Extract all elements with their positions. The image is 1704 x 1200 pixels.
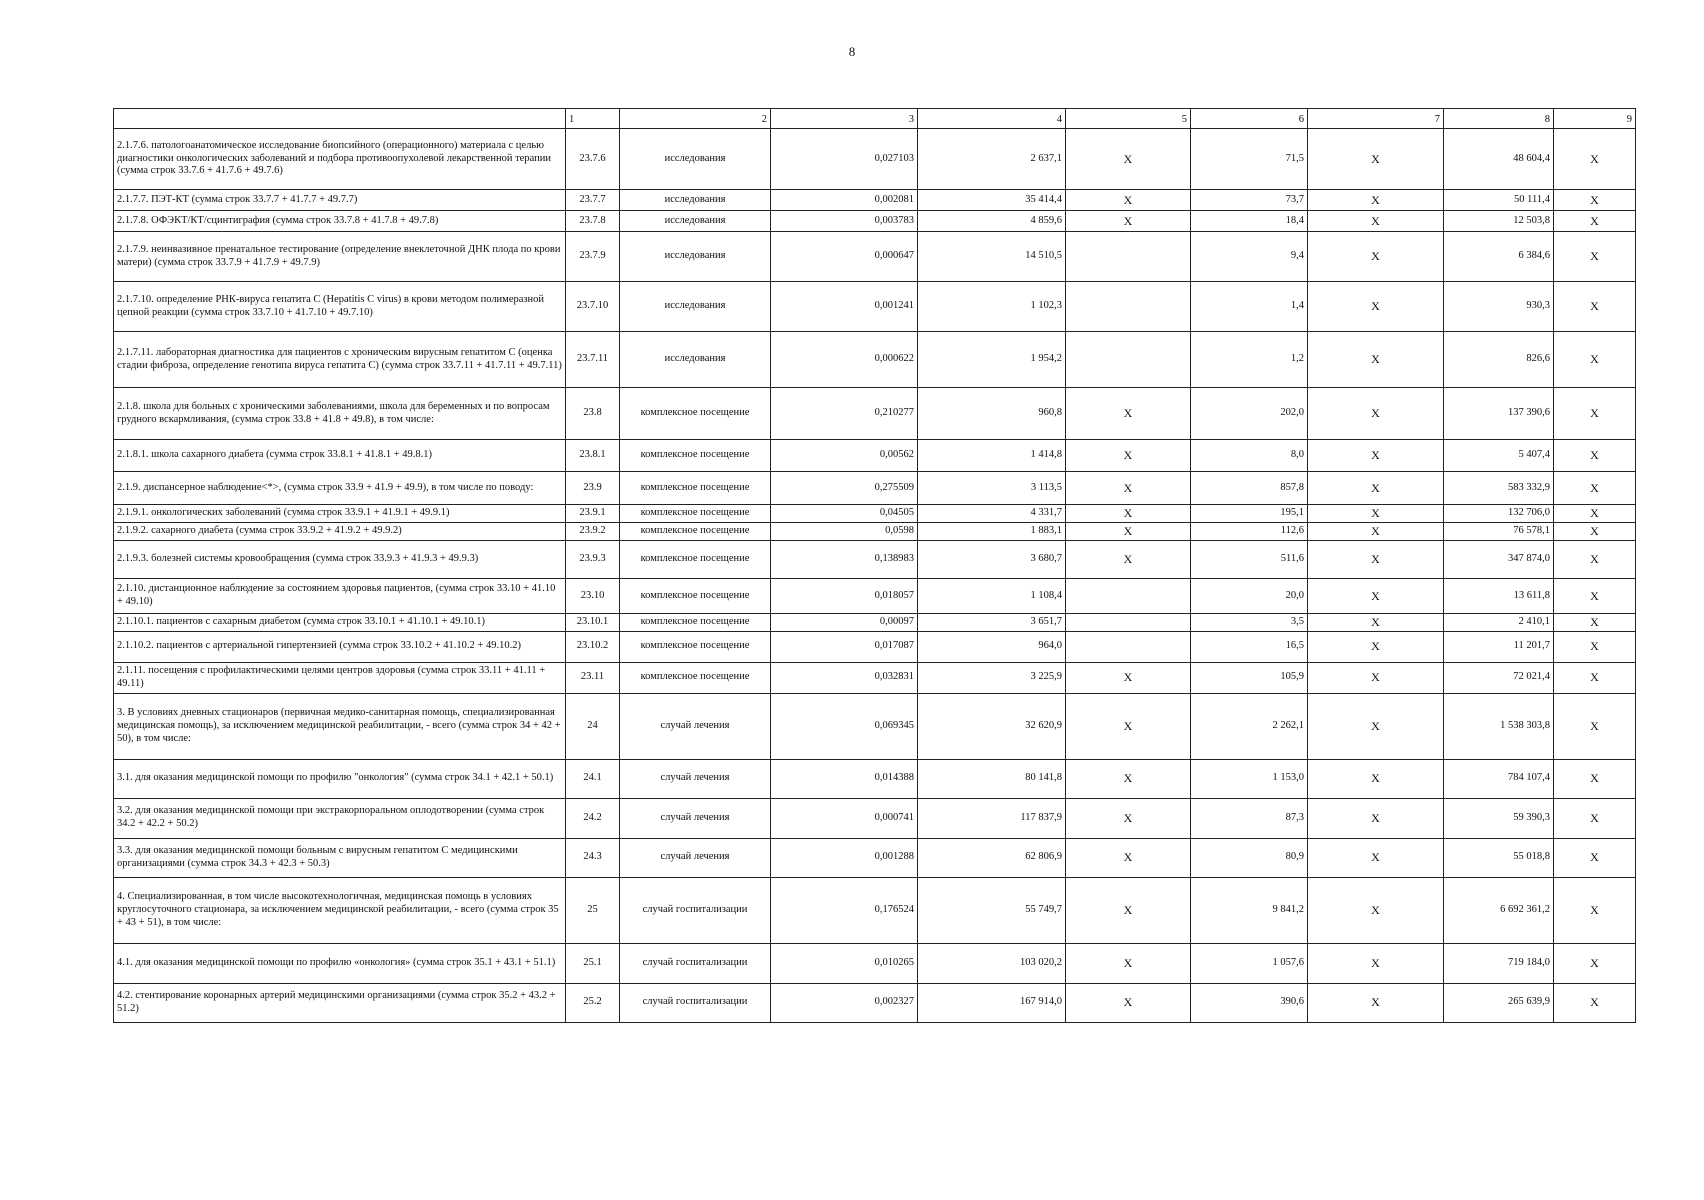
table-cell-code: 23.10.1 — [566, 614, 620, 632]
table-cell-mark: X — [1066, 662, 1191, 693]
table-cell-unit: комплексное посещение — [620, 579, 771, 614]
table-cell-mark: X — [1308, 943, 1444, 983]
table-cell-value: 48 604,4 — [1444, 129, 1554, 190]
table-cell-mark: X — [1308, 523, 1444, 541]
table-cell-code: 23.9.2 — [566, 523, 620, 541]
header-cell — [114, 109, 566, 129]
table-cell-mark — [1066, 332, 1191, 388]
table-row — [114, 759, 1636, 798]
table-cell-value: 80,9 — [1191, 838, 1308, 877]
table-cell-mark: X — [1554, 129, 1636, 190]
table-cell-value: 5 407,4 — [1444, 440, 1554, 472]
table-cell-name: 2.1.7.10. определение РНК-вируса гепатита С (Hepatitis C virus) в крови методом полимеразной цепной реакции (сумма строк 33.7.10 + 41.7.10 + 49.7.10) — [114, 282, 566, 332]
table-cell-mark: X — [1554, 614, 1636, 632]
table-cell-mark: X — [1554, 541, 1636, 579]
table-cell-name: 2.1.9.3. болезней системы кровообращения (сумма строк 33.9.3 + 41.9.3 + 49.9.3) — [114, 541, 566, 579]
table-row — [114, 472, 1636, 505]
table-cell-unit: случай госпитализации — [620, 943, 771, 983]
table-cell-name: 2.1.7.7. ПЭТ-КТ (сумма строк 33.7.7 + 41.7.7 + 49.7.7) — [114, 190, 566, 211]
table-cell-unit: случай лечения — [620, 759, 771, 798]
table-cell-mark: X — [1554, 579, 1636, 614]
table-cell-code: 25.1 — [566, 943, 620, 983]
table-cell-mark: X — [1308, 693, 1444, 759]
table-cell-value: 103 020,2 — [918, 943, 1066, 983]
table-cell-unit: случай госпитализации — [620, 877, 771, 943]
table-cell-value: 9,4 — [1191, 232, 1308, 282]
table-cell-mark: X — [1554, 798, 1636, 838]
table-cell-name: 2.1.7.6. патологоанатомическое исследование биопсийного (операционного) материала с целью диагностики онкологических заболеваний и подбора противоопухолевой лекарственной терапии (сумма строк 33.7.6 + 41.7.6 + 49.7.6) — [114, 129, 566, 190]
table-cell-code: 23.7.10 — [566, 282, 620, 332]
table-cell-name: 2.1.7.9. неинвазивное пренатальное тестирование (определение внеклеточной ДНК плода по крови матери) (сумма строк 33.7.9 + 41.7.9 + 49.7.9) — [114, 232, 566, 282]
table-row — [114, 943, 1636, 983]
table-cell-value: 964,0 — [918, 631, 1066, 662]
header-cell: 2 — [620, 109, 771, 129]
table-cell-mark: X — [1066, 541, 1191, 579]
table-cell-mark: X — [1554, 877, 1636, 943]
table-cell-unit: комплексное посещение — [620, 614, 771, 632]
table-cell-value: 0,00562 — [771, 440, 918, 472]
table-row — [114, 798, 1636, 838]
table-cell-value: 1,2 — [1191, 332, 1308, 388]
table-cell-mark: X — [1066, 523, 1191, 541]
table-cell-mark: X — [1308, 505, 1444, 523]
table-cell-value: 0,000647 — [771, 232, 918, 282]
table-cell-value: 16,5 — [1191, 631, 1308, 662]
table-cell-mark: X — [1308, 541, 1444, 579]
table-cell-mark — [1066, 614, 1191, 632]
table-cell-value: 960,8 — [918, 388, 1066, 440]
table-cell-unit: исследования — [620, 190, 771, 211]
table-cell-value: 202,0 — [1191, 388, 1308, 440]
table-cell-value: 0,002081 — [771, 190, 918, 211]
table-cell-value: 73,7 — [1191, 190, 1308, 211]
table-cell-mark: X — [1066, 693, 1191, 759]
table-cell-value: 55 018,8 — [1444, 838, 1554, 877]
table-cell-unit: комплексное посещение — [620, 631, 771, 662]
table-cell-value: 583 332,9 — [1444, 472, 1554, 505]
table-cell-value: 3 651,7 — [918, 614, 1066, 632]
table-cell-code: 24.2 — [566, 798, 620, 838]
table-row — [114, 129, 1636, 190]
table-cell-value: 265 639,9 — [1444, 983, 1554, 1022]
table-cell-code: 23.7.6 — [566, 129, 620, 190]
table-cell-name: 2.1.10.1. пациентов с сахарным диабетом (сумма строк 33.10.1 + 41.10.1 + 49.10.1) — [114, 614, 566, 632]
table-cell-mark: X — [1554, 505, 1636, 523]
table-cell-value: 1 153,0 — [1191, 759, 1308, 798]
table-cell-mark: X — [1308, 662, 1444, 693]
table-cell-unit: исследования — [620, 129, 771, 190]
table-cell-mark — [1066, 282, 1191, 332]
table-cell-value: 0,027103 — [771, 129, 918, 190]
table-cell-code: 23.8 — [566, 388, 620, 440]
table-cell-code: 23.10 — [566, 579, 620, 614]
table-cell-mark: X — [1066, 798, 1191, 838]
table-row — [114, 505, 1636, 523]
table-cell-value: 1 538 303,8 — [1444, 693, 1554, 759]
table-cell-name: 3.1. для оказания медицинской помощи по профилю "онкология" (сумма строк 34.1 + 42.1 + 50.1) — [114, 759, 566, 798]
table-cell-code: 23.8.1 — [566, 440, 620, 472]
table-cell-value: 719 184,0 — [1444, 943, 1554, 983]
table-cell-unit: случай госпитализации — [620, 983, 771, 1022]
table-cell-mark: X — [1308, 190, 1444, 211]
table-cell-name: 2.1.8. школа для больных с хроническими заболеваниями, школа для беременных и по вопросам грудного вскармливания, (сумма строк 33.8 + 41.8 + 49.8), в том числе: — [114, 388, 566, 440]
table-cell-code: 23.10.2 — [566, 631, 620, 662]
table-cell-value: 0,018057 — [771, 579, 918, 614]
table-cell-mark: X — [1066, 838, 1191, 877]
table-cell-code: 24.3 — [566, 838, 620, 877]
table-cell-mark: X — [1066, 129, 1191, 190]
table-cell-value: 11 201,7 — [1444, 631, 1554, 662]
table-cell-name: 4.2. стентирование коронарных артерий медицинскими организациями (сумма строк 35.2 + 43.2 + 51.2) — [114, 983, 566, 1022]
table-cell-value: 20,0 — [1191, 579, 1308, 614]
table-cell-name: 2.1.8.1. школа сахарного диабета (сумма строк 33.8.1 + 41.8.1 + 49.8.1) — [114, 440, 566, 472]
table-cell-value: 784 107,4 — [1444, 759, 1554, 798]
table-row — [114, 579, 1636, 614]
table-cell-name: 2.1.9.1. онкологических заболеваний (сумма строк 33.9.1 + 41.9.1 + 49.9.1) — [114, 505, 566, 523]
table-cell-mark: X — [1554, 759, 1636, 798]
table-cell-mark: X — [1308, 877, 1444, 943]
table-cell-mark: X — [1066, 190, 1191, 211]
table-cell-value: 167 914,0 — [918, 983, 1066, 1022]
header-cell: 3 — [771, 109, 918, 129]
table-cell-code: 24.1 — [566, 759, 620, 798]
table-cell-value: 0,275509 — [771, 472, 918, 505]
table-cell-unit: комплексное посещение — [620, 505, 771, 523]
table-cell-value: 50 111,4 — [1444, 190, 1554, 211]
table-cell-code: 23.7.9 — [566, 232, 620, 282]
table-cell-value: 132 706,0 — [1444, 505, 1554, 523]
header-cell: 1 — [566, 109, 620, 129]
table-cell-mark: X — [1554, 282, 1636, 332]
table-cell-value: 62 806,9 — [918, 838, 1066, 877]
table-cell-value: 0,000622 — [771, 332, 918, 388]
table-cell-value: 0,010265 — [771, 943, 918, 983]
table-cell-unit: комплексное посещение — [620, 388, 771, 440]
table-row — [114, 232, 1636, 282]
table-cell-value: 112,6 — [1191, 523, 1308, 541]
header-cell: 8 — [1444, 109, 1554, 129]
table-cell-code: 25.2 — [566, 983, 620, 1022]
table-cell-value: 8,0 — [1191, 440, 1308, 472]
table-cell-unit: комплексное посещение — [620, 472, 771, 505]
table-cell-mark: X — [1554, 211, 1636, 232]
table-cell-value: 1 057,6 — [1191, 943, 1308, 983]
table-cell-value: 0,0598 — [771, 523, 918, 541]
table-cell-value: 87,3 — [1191, 798, 1308, 838]
table-cell-mark: X — [1308, 614, 1444, 632]
table-cell-code: 23.11 — [566, 662, 620, 693]
table-cell-value: 137 390,6 — [1444, 388, 1554, 440]
table-cell-name: 2.1.11. посещения с профилактическими целями центров здоровья (сумма строк 33.11 + 41.11 + 49.11) — [114, 662, 566, 693]
table-cell-value: 3 225,9 — [918, 662, 1066, 693]
table-cell-code: 24 — [566, 693, 620, 759]
table-row — [114, 523, 1636, 541]
table-cell-mark: X — [1308, 631, 1444, 662]
table-cell-unit: комплексное посещение — [620, 662, 771, 693]
table-cell-value: 1 102,3 — [918, 282, 1066, 332]
table-cell-mark: X — [1066, 759, 1191, 798]
table-cell-value: 55 749,7 — [918, 877, 1066, 943]
table-cell-mark: X — [1554, 838, 1636, 877]
table-cell-value: 857,8 — [1191, 472, 1308, 505]
table-cell-code: 23.7.8 — [566, 211, 620, 232]
table-cell-value: 0,017087 — [771, 631, 918, 662]
table-cell-value: 0,04505 — [771, 505, 918, 523]
table-cell-value: 72 021,4 — [1444, 662, 1554, 693]
table-cell-value: 3 113,5 — [918, 472, 1066, 505]
header-cell: 4 — [918, 109, 1066, 129]
table-cell-unit: исследования — [620, 232, 771, 282]
table-cell-value: 3,5 — [1191, 614, 1308, 632]
table-row — [114, 440, 1636, 472]
table-cell-value: 0,002327 — [771, 983, 918, 1022]
table-cell-value: 14 510,5 — [918, 232, 1066, 282]
table-cell-name: 3.2. для оказания медицинской помощи при экстракорпоральном оплодотворении (сумма строк 34.2 + 42.2 + 50.2) — [114, 798, 566, 838]
table-cell-value: 71,5 — [1191, 129, 1308, 190]
table-cell-unit: комплексное посещение — [620, 523, 771, 541]
table-cell-value: 195,1 — [1191, 505, 1308, 523]
table-cell-value: 105,9 — [1191, 662, 1308, 693]
table-cell-name: 2.1.10.2. пациентов с артериальной гипертензией (сумма строк 33.10.2 + 41.10.2 + 49.10.2) — [114, 631, 566, 662]
table-cell-mark: X — [1308, 211, 1444, 232]
table-cell-mark: X — [1066, 983, 1191, 1022]
table-cell-value: 0,069345 — [771, 693, 918, 759]
table-cell-value: 59 390,3 — [1444, 798, 1554, 838]
table-row — [114, 332, 1636, 388]
header-cell: 6 — [1191, 109, 1308, 129]
table-row — [114, 211, 1636, 232]
table-cell-mark: X — [1308, 579, 1444, 614]
table-cell-mark: X — [1066, 440, 1191, 472]
table-cell-mark: X — [1308, 129, 1444, 190]
table-row — [114, 662, 1636, 693]
table-cell-mark: X — [1554, 662, 1636, 693]
table-row — [114, 541, 1636, 579]
table-cell-name: 2.1.10. дистанционное наблюдение за состоянием здоровья пациентов, (сумма строк 33.10 + 41.10 + 49.10) — [114, 579, 566, 614]
table-cell-mark: X — [1308, 798, 1444, 838]
table-cell-mark: X — [1066, 388, 1191, 440]
header-cell: 9 — [1554, 109, 1636, 129]
table-cell-value: 6 384,6 — [1444, 232, 1554, 282]
table-cell-name: 3. В условиях дневных стационаров (первичная медико-санитарная помощь, специализированная медицинская помощь), за исключением медицинской реабилитации, - всего (сумма строк 34 + 42 + 50), в том числе: — [114, 693, 566, 759]
table-cell-unit: исследования — [620, 282, 771, 332]
table-cell-mark: X — [1308, 983, 1444, 1022]
table-cell-name: 4. Специализированная, в том числе высокотехнологичная, медицинская помощь в условиях круглосуточного стационара, за исключением медицинской реабилитации, - всего (сумма строк 35 + 43 + 51), в том числе: — [114, 877, 566, 943]
table-cell-code: 23.9.1 — [566, 505, 620, 523]
table-cell-code: 23.9.3 — [566, 541, 620, 579]
column-number-header — [114, 109, 1636, 129]
table-cell-value: 1 414,8 — [918, 440, 1066, 472]
table-row — [114, 631, 1636, 662]
table-row — [114, 877, 1636, 943]
table-cell-value: 0,001288 — [771, 838, 918, 877]
table-cell-mark: X — [1066, 211, 1191, 232]
table-cell-value: 4 331,7 — [918, 505, 1066, 523]
table-cell-mark: X — [1554, 523, 1636, 541]
table-cell-mark: X — [1554, 693, 1636, 759]
table-cell-mark: X — [1308, 282, 1444, 332]
table-row — [114, 388, 1636, 440]
table-cell-value: 1 108,4 — [918, 579, 1066, 614]
table-cell-mark: X — [1554, 440, 1636, 472]
table-cell-value: 1 954,2 — [918, 332, 1066, 388]
table-cell-unit: исследования — [620, 211, 771, 232]
table-cell-mark: X — [1554, 983, 1636, 1022]
table-cell-value: 1 883,1 — [918, 523, 1066, 541]
table-cell-name: 3.3. для оказания медицинской помощи больным с вирусным гепатитом С медицинскими организациями (сумма строк 34.3 + 42.3 + 50.3) — [114, 838, 566, 877]
table-cell-mark: X — [1554, 631, 1636, 662]
table-row — [114, 614, 1636, 632]
table-cell-unit: комплексное посещение — [620, 541, 771, 579]
table-row — [114, 693, 1636, 759]
table-cell-code: 25 — [566, 877, 620, 943]
table-cell-unit: случай лечения — [620, 798, 771, 838]
table-cell-value: 0,138983 — [771, 541, 918, 579]
table-cell-value: 6 692 361,2 — [1444, 877, 1554, 943]
table-cell-value: 0,014388 — [771, 759, 918, 798]
table-row — [114, 190, 1636, 211]
table-cell-value: 0,176524 — [771, 877, 918, 943]
table-cell-mark: X — [1554, 190, 1636, 211]
table-cell-unit: случай лечения — [620, 838, 771, 877]
table-cell-value: 2 410,1 — [1444, 614, 1554, 632]
table-row — [114, 282, 1636, 332]
table-cell-value: 0,00097 — [771, 614, 918, 632]
table-cell-mark: X — [1308, 232, 1444, 282]
table-cell-value: 9 841,2 — [1191, 877, 1308, 943]
table-cell-name: 2.1.7.8. ОФЭКТ/КТ/сцинтиграфия (сумма строк 33.7.8 + 41.7.8 + 49.7.8) — [114, 211, 566, 232]
table-cell-value: 0,032831 — [771, 662, 918, 693]
table-cell-value: 35 414,4 — [918, 190, 1066, 211]
table-cell-unit: исследования — [620, 332, 771, 388]
table-cell-mark: X — [1308, 472, 1444, 505]
table-cell-value: 76 578,1 — [1444, 523, 1554, 541]
table-cell-mark — [1066, 579, 1191, 614]
table-cell-mark: X — [1066, 472, 1191, 505]
table-cell-mark: X — [1308, 388, 1444, 440]
table-cell-value: 32 620,9 — [918, 693, 1066, 759]
table-cell-mark — [1066, 232, 1191, 282]
table-cell-value: 4 859,6 — [918, 211, 1066, 232]
table-cell-value: 12 503,8 — [1444, 211, 1554, 232]
table-cell-value: 0,003783 — [771, 211, 918, 232]
table-cell-name: 2.1.9.2. сахарного диабета (сумма строк 33.9.2 + 41.9.2 + 49.9.2) — [114, 523, 566, 541]
table-cell-code: 23.7.11 — [566, 332, 620, 388]
table-cell-mark: X — [1308, 838, 1444, 877]
table-cell-value: 18,4 — [1191, 211, 1308, 232]
table-cell-value: 1,4 — [1191, 282, 1308, 332]
table-cell-value: 0,001241 — [771, 282, 918, 332]
table-cell-mark: X — [1308, 440, 1444, 472]
header-cell: 7 — [1308, 109, 1444, 129]
table-cell-name: 2.1.7.11. лабораторная диагностика для пациентов с хроническим вирусным гепатитом С (оценка стадии фиброза, определение генотипа вируса гепатита С) (сумма строк 33.7.11 + 41.7.11 + 49.7.11) — [114, 332, 566, 388]
header-cell: 5 — [1066, 109, 1191, 129]
table-cell-mark: X — [1554, 943, 1636, 983]
table-cell-value: 930,3 — [1444, 282, 1554, 332]
table-cell-name: 2.1.9. диспансерное наблюдение<*>, (сумма строк 33.9 + 41.9 + 49.9), в том числе по поводу: — [114, 472, 566, 505]
table-cell-mark — [1066, 631, 1191, 662]
data-table — [113, 108, 1636, 1023]
table-cell-value: 347 874,0 — [1444, 541, 1554, 579]
table-cell-value: 3 680,7 — [918, 541, 1066, 579]
table-cell-value: 117 837,9 — [918, 798, 1066, 838]
table-cell-name: 4.1. для оказания медицинской помощи по профилю «онкология» (сумма строк 35.1 + 43.1 + 51.1) — [114, 943, 566, 983]
table-cell-mark: X — [1554, 232, 1636, 282]
table-cell-unit: случай лечения — [620, 693, 771, 759]
page-number: 8 — [848, 44, 856, 59]
table-row — [114, 838, 1636, 877]
table-cell-mark: X — [1308, 759, 1444, 798]
table-cell-value: 80 141,8 — [918, 759, 1066, 798]
table-cell-mark: X — [1066, 505, 1191, 523]
table-cell-value: 0,210277 — [771, 388, 918, 440]
table-cell-mark: X — [1554, 332, 1636, 388]
table-cell-value: 511,6 — [1191, 541, 1308, 579]
table-cell-mark: X — [1554, 388, 1636, 440]
table-cell-mark: X — [1066, 877, 1191, 943]
table-cell-mark: X — [1066, 943, 1191, 983]
table-row — [114, 983, 1636, 1022]
table-cell-value: 390,6 — [1191, 983, 1308, 1022]
table-cell-code: 23.7.7 — [566, 190, 620, 211]
table-cell-value: 13 611,8 — [1444, 579, 1554, 614]
table-cell-unit: комплексное посещение — [620, 440, 771, 472]
table-cell-mark: X — [1554, 472, 1636, 505]
table-cell-value: 2 262,1 — [1191, 693, 1308, 759]
table-cell-value: 0,000741 — [771, 798, 918, 838]
table-cell-mark: X — [1308, 332, 1444, 388]
table-cell-value: 2 637,1 — [918, 129, 1066, 190]
table-cell-value: 826,6 — [1444, 332, 1554, 388]
table-cell-code: 23.9 — [566, 472, 620, 505]
